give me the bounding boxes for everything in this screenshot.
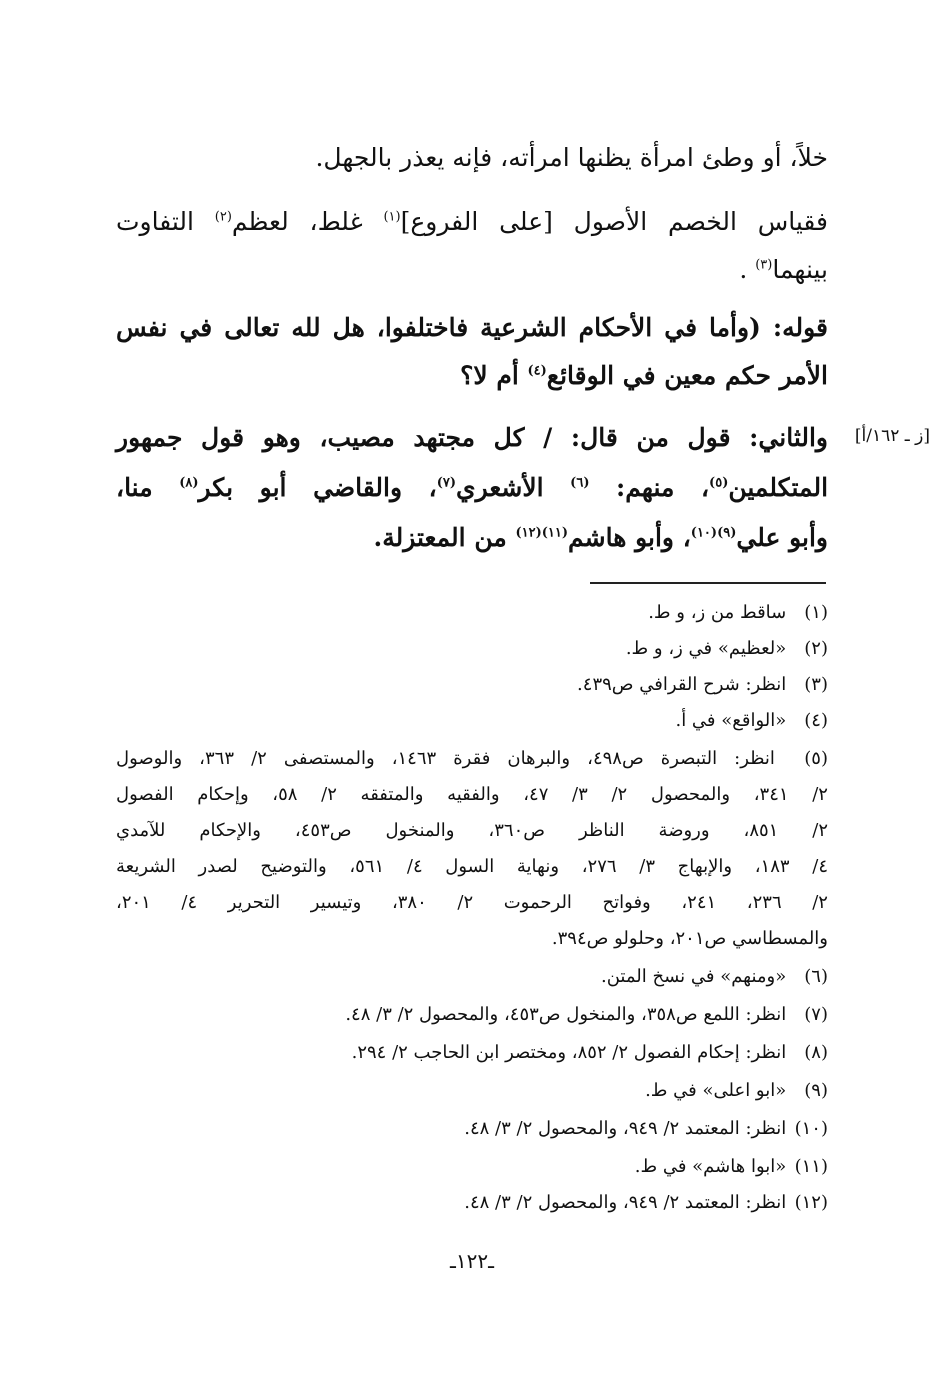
page-number: ـ١٢٢ـ — [450, 1249, 494, 1273]
footnote-text: انظر: إحكام الفصول ٢/ ٨٥٢، ومختصر ابن الحاجب ٢/ ٢٩٤. — [351, 1042, 787, 1063]
quote-text: الأشعري — [456, 473, 571, 502]
footnote-text: «الواقع» في أ. — [675, 710, 787, 731]
footnote-text: ساقط من ز، و ط. — [648, 602, 787, 623]
manuscript-folio-reference: [ز ـ ١٦٢/أ] — [854, 426, 930, 446]
quote-text: من المعتزلة. — [373, 523, 516, 552]
footnote-text: «ابوا هاشم» في ط. — [634, 1156, 787, 1177]
footnote-7 — [116, 998, 828, 1032]
footnote-marker-3[interactable]: (٣) — [755, 257, 773, 273]
body-text: غلط، لعظم — [231, 207, 384, 236]
footnote-text: ٢/ ٣٤١، والمحصول ٢/ ٣/ ٤٧، والفقيه والمتفقه ٢/ ٥٨، وإحكام الفصول — [116, 784, 828, 805]
footnote-number: (١١) — [794, 1156, 828, 1177]
footnote-5-line-5 — [116, 886, 828, 920]
footnote-number: (٨) — [804, 1042, 828, 1063]
body-line-3 — [116, 250, 828, 290]
footnote-marker-11[interactable]: (١١) — [541, 525, 569, 541]
footnote-text: انظر: اللمع ص٣٥٨، والمنخول ص٤٥٣، والمحصول ٢/ ٣/ ٤٨. — [345, 1004, 787, 1025]
quote-text: ، والقاضي أبو بكر — [198, 473, 437, 502]
footnote-5-line-3 — [116, 814, 828, 848]
footnote-number: (١٢) — [794, 1192, 828, 1213]
footnote-1 — [116, 596, 828, 630]
footnote-marker-8[interactable]: (٨) — [179, 475, 199, 491]
footnote-marker-9[interactable]: (٩) — [717, 525, 737, 541]
quote-text: والثاني: قول من قال: / كل مجتهد مصيب، وهو قول جمهور — [116, 423, 828, 452]
footnote-text: ٢/ ٢٣٦، ٢٤١، وفواتح الرحموت ٢/ ٣٨٠، وتيسير التحرير ٤/ ٢٠١، — [116, 892, 828, 913]
footnote-text: ٢/ ٨٥١، وروضة الناظر ص٣٦٠، والمنخول ص٤٥٣، والإحكام للآمدي — [116, 820, 829, 841]
footnote-number: (٣) — [804, 674, 828, 695]
footnote-marker-2[interactable]: (٢) — [214, 209, 232, 225]
quote-line-3 — [116, 418, 828, 458]
body-line-1 — [116, 138, 828, 178]
body-line-2 — [116, 202, 828, 242]
quote-text: وأبو علي — [736, 523, 828, 552]
quote-line-5 — [116, 518, 828, 558]
footnote-number: (٤) — [804, 710, 828, 731]
footnote-number: (٦) — [804, 966, 828, 987]
body-text: فقياس الخصم الأصول [على الفروع] — [400, 207, 829, 236]
footnote-text: ٤/ ١٨٣، والإبهاج ٣/ ٢٧٦، ونهاية السول ٤/ ٥٦١، والتوضيح لصدر الشريعة — [116, 856, 828, 877]
footnote-number: (١٠) — [794, 1118, 828, 1139]
footnote-marker-12[interactable]: (١٢) — [515, 525, 542, 541]
footnote-number: (٢) — [804, 638, 828, 659]
footnote-divider — [590, 582, 826, 584]
footnote-number: (٩) — [804, 1080, 828, 1101]
footnote-5-line-4 — [116, 850, 828, 884]
footnote-5-line-6 — [116, 922, 828, 956]
footnote-11 — [116, 1150, 828, 1184]
footnote-9 — [116, 1074, 828, 1108]
body-text: . — [739, 255, 756, 284]
footnote-number: (١) — [804, 602, 828, 623]
footnote-marker-1[interactable]: (١) — [383, 209, 401, 225]
body-text: التفاوت — [116, 207, 215, 236]
footnote-text: انظر: المعتمد ٢/ ٩٤٩، والمحصول ٢/ ٣/ ٤٨. — [464, 1118, 787, 1139]
footnote-12 — [116, 1186, 828, 1220]
quote-text: ، منهم: — [589, 473, 710, 502]
footnote-10 — [116, 1112, 828, 1146]
footnote-5-line-2 — [116, 778, 828, 812]
quote-line-4 — [116, 468, 828, 508]
body-text: بينهما — [772, 255, 828, 284]
footnote-text: انظر: المعتمد ٢/ ٩٤٩، والمحصول ٢/ ٣/ ٤٨. — [464, 1192, 787, 1213]
quote-text: المتكلمين — [728, 473, 829, 502]
footnote-number: (٧) — [804, 1004, 828, 1025]
quote-text: قوله: (وأما في الأحكام الشرعية فاختلفوا، هل لله تعالى في نفس — [116, 313, 828, 342]
footnote-text: «ابو اعلى» في ط. — [645, 1080, 787, 1101]
footnote-text: «لعظيم» في ز، و ط. — [625, 638, 787, 659]
footnote-marker-10[interactable]: (١٠) — [690, 525, 718, 541]
footnote-number: (٥) — [804, 748, 828, 769]
quote-line-1 — [116, 308, 828, 348]
footnote-6 — [116, 960, 828, 994]
footnote-5-line-1 — [116, 742, 828, 776]
footnote-marker-6[interactable]: (٦) — [570, 475, 590, 491]
body-line-1-text: خلاً، أو وطئ امرأة يظنها امرأته، فإنه يعذر بالجهل. — [315, 143, 828, 172]
footnote-2 — [116, 632, 828, 666]
footnote-marker-7[interactable]: (٧) — [436, 475, 456, 491]
quote-text: أم لا؟ — [460, 361, 528, 390]
footnote-marker-4[interactable]: (٤) — [527, 363, 547, 379]
footnote-8 — [116, 1036, 828, 1070]
footnote-text: والمسطاسي ص٢٠١، وحلولو ص٣٩٤. — [551, 928, 828, 949]
quote-text: ، وأبو هاشم — [568, 523, 691, 552]
footnote-marker-5[interactable]: (٥) — [709, 475, 729, 491]
quote-text: منا، — [116, 473, 180, 502]
footnote-text: انظر: التبصرة ص٤٩٨، والبرهان فقرة ١٤٦٣، والمستصفى ٢/ ٣٦٣، والوصول — [116, 748, 775, 769]
footnote-4 — [116, 704, 828, 738]
quote-text: الأمر حكم معين في الوقائع — [546, 361, 828, 390]
footnote-3 — [116, 668, 828, 702]
footnote-text: «ومنهم» في نسخ المتن. — [600, 966, 787, 987]
footnote-text: انظر: شرح القرافي ص٤٣٩. — [577, 674, 787, 695]
quote-line-2 — [116, 356, 828, 396]
